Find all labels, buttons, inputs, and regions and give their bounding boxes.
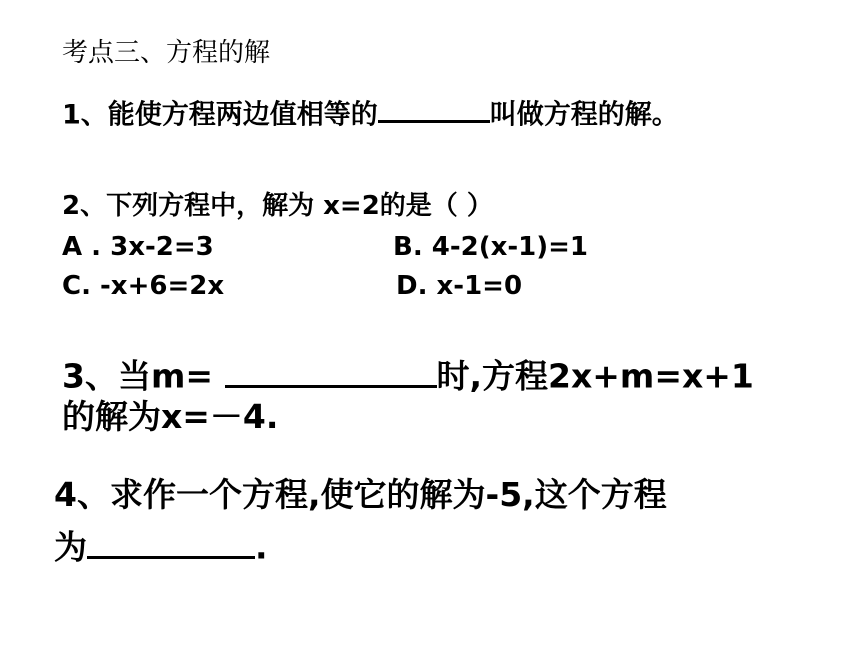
question-4-blank <box>87 526 255 559</box>
question-3-line-2: 的解为x=－4. <box>62 397 279 436</box>
question-1-text-before: 1、能使方程两边值相等的 <box>62 99 378 131</box>
section-title: 考点三、方程的解 <box>62 38 271 68</box>
question-3-text-before: 3、当m= <box>62 356 225 396</box>
question-1 <box>62 96 679 131</box>
question-2-option-b: B. 4-2(x-1)=1 <box>393 232 589 262</box>
question-4-text-after: . <box>255 527 268 567</box>
question-2-option-a: A . 3x-2=3 <box>62 232 214 262</box>
question-1-blank <box>378 96 490 123</box>
question-2-stem: 2、下列方程中，解为 x=2的是（ ） <box>62 191 493 221</box>
question-4-line-1: 4、求作一个方程,使它的解为-5,这个方程 <box>54 475 667 514</box>
question-4-line-2 <box>54 526 268 567</box>
question-3-line-1 <box>62 355 754 396</box>
question-4-text-before: 为 <box>54 527 87 567</box>
question-2-option-d: D. x-1=0 <box>396 271 523 301</box>
question-2-option-c: C. -x+6=2x <box>62 271 225 301</box>
question-3-blank <box>225 355 437 388</box>
question-3-text-after: 时,方程2x+m=x+1 <box>436 356 754 396</box>
question-1-text-after: 叫做方程的解。 <box>489 99 679 131</box>
